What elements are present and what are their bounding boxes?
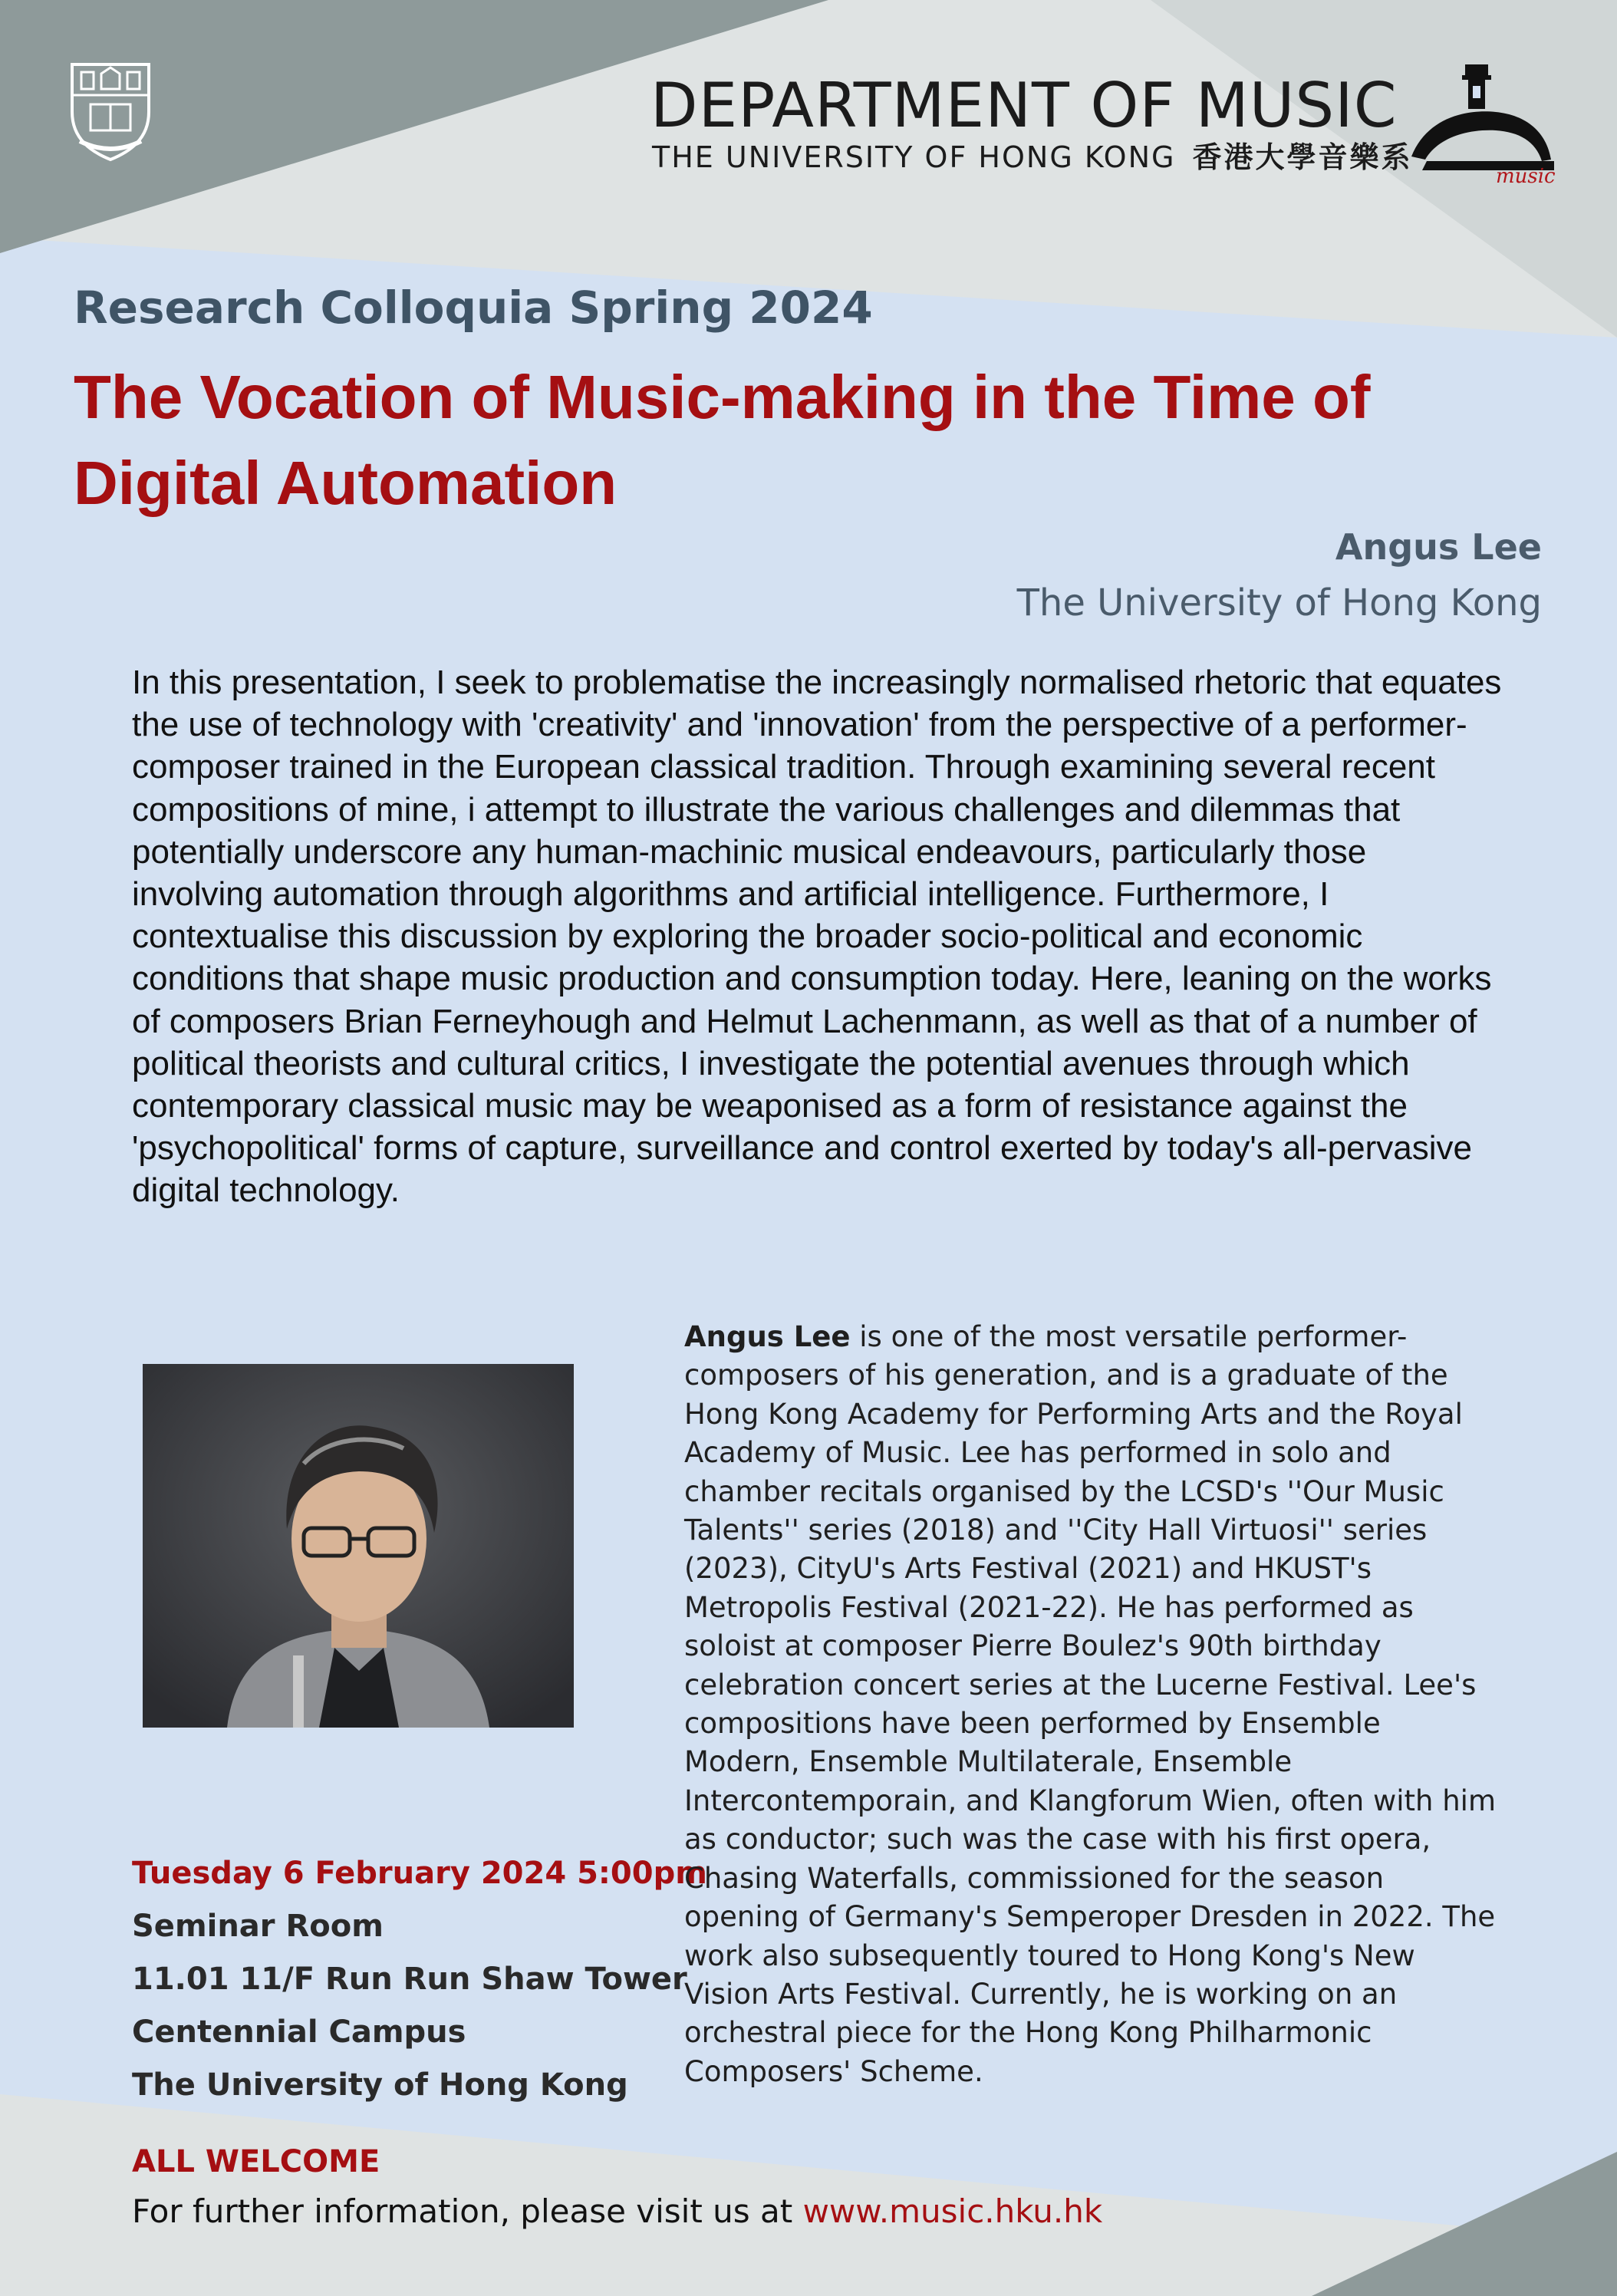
website-link[interactable]: www.music.hku.hk bbox=[802, 2192, 1103, 2230]
bio-name: Angus Lee bbox=[684, 1320, 851, 1353]
further-info-text: For further information, please visit us at bbox=[132, 2192, 803, 2230]
speaker-photo bbox=[143, 1364, 574, 1728]
university-name: THE UNIVERSITY OF HONG KONG bbox=[652, 140, 1176, 174]
all-welcome: ALL WELCOME bbox=[132, 2144, 380, 2179]
event-campus: Centennial Campus bbox=[132, 2014, 466, 2050]
bio-text: is one of the most versatile performer-composers of his generation, and is a graduate of the Hong Kong Academy for Performing Arts and the Royal Academy of Music. Lee has performed in solo and chamber recitals organised by the LCSD's ''Our Music Talents'' series (2018) and ''City Hall Virtuosi'' series (2023), CityU's Arts Festival (2021) and HKUST's Metropolis Festival (2021-22). He has performed as soloist at composer Pierre Boulez's 90th birthday celebration concert series at the Lucerne Festival. Lee's compositions have been performed by Ensemble Modern, Ensemble Multilaterale, Ensemble Intercontemporain, and Klangforum Wien, often with him as conductor; such was the case with his first opera, Chasing Waterfalls, commissioned for the season opening of Germany's Semperoper Dresden in 2022. The work also subsequently toured to Hong Kong's New Vision Arts Festival. Currently, he is working on an orchestral piece for the Hong Kong Philharmonic Composers' Scheme. bbox=[684, 1320, 1497, 2088]
event-datetime: Tuesday 6 February 2024 5:00pm bbox=[132, 1856, 707, 1891]
event-room: Seminar Room bbox=[132, 1909, 384, 1944]
event-details bbox=[132, 1847, 707, 2112]
abstract: In this presentation, I seek to problematise the increasingly normalised rhetoric that equates the use of technology with 'creativity' and 'innovation' from the perspective of a performer-composer trained in the European classical tradition. Through examining several recent compositions of mine, i attempt to illustrate the various challenges and dilemmas that potentially underscore any human-machinic musical endeavours, particularly those involving automation through algorithms and artificial intelligence. Furthermore, I contextualise this discussion by exploring the broader socio-political and economic conditions that shape music production and consumption today. Here, leaning on the works of composers Brian Ferneyhough and Helmut Lachenmann, as well as that of a number of political theorists and cultural critics, I investigate the potential avenues through which contemporary classical music may be weaponised as a form of resistance against the 'psychopolitical' forms of capture, surveillance and control exerted by today's all-pervasive digital technology. bbox=[132, 664, 1502, 1210]
speaker-name: Angus Lee bbox=[1335, 526, 1542, 568]
music-logo-text: music bbox=[1496, 165, 1556, 188]
hku-crest-icon bbox=[64, 58, 156, 166]
university-line bbox=[652, 140, 1413, 174]
department-name: DEPARTMENT OF MUSIC bbox=[650, 70, 1398, 141]
event-university: The University of Hong Kong bbox=[132, 2067, 628, 2103]
speaker-affiliation: The University of Hong Kong bbox=[1016, 581, 1542, 624]
talk-title: The Vocation of Music-making in the Time of Digital Automation bbox=[74, 363, 1371, 517]
event-address: 11.01 11/F Run Run Shaw Tower bbox=[132, 1962, 687, 1997]
university-name-chinese: 香港大學音樂系 bbox=[1192, 140, 1413, 174]
series-heading: Research Colloquia Spring 2024 bbox=[74, 282, 873, 334]
music-department-logo-icon bbox=[1404, 58, 1557, 189]
further-info bbox=[132, 2192, 1103, 2230]
speaker-bio bbox=[684, 1318, 1502, 2091]
